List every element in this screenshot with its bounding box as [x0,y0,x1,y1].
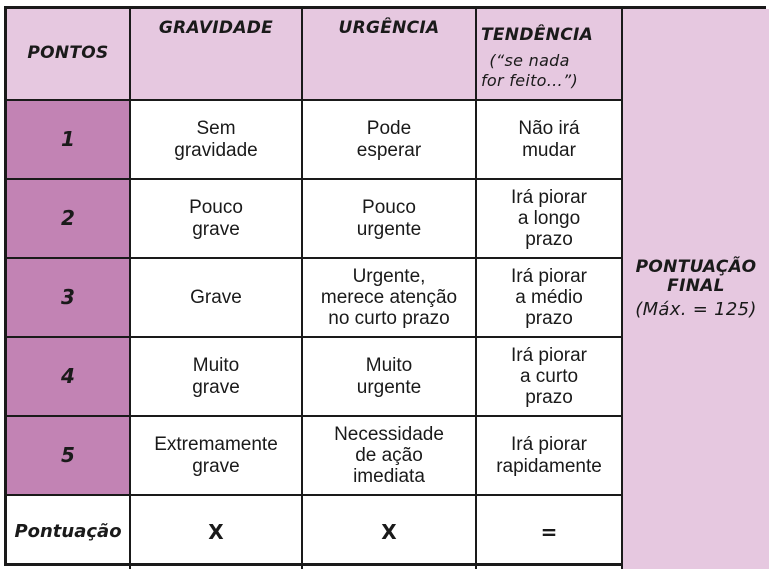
points-cell: 2 [7,180,131,259]
header-tendencia-title: TENDÊNCIA [481,25,594,46]
header-tendencia-subtitle: (“se nada for feito...”) [481,51,579,90]
points-cell: 4 [7,338,131,417]
gut-matrix-table [4,6,766,566]
header-tendencia [477,9,623,101]
final-score-max: (Máx. = 125) [635,298,757,320]
urgencia-cell: Necessidade de ação imediata [303,417,477,496]
tendencia-cell: Não irá mudar [477,101,623,180]
final-score-column [623,9,769,569]
footer-score-label: Pontuação [7,496,131,569]
urgencia-cell: Muito urgente [303,338,477,417]
urgencia-cell: Urgente, merece atenção no curto prazo [303,259,477,338]
tendencia-cell: Irá piorar a longo prazo [477,180,623,259]
header-pontos: PONTOS [7,9,131,101]
multiply-operator: X [303,496,477,569]
gravidade-cell: Grave [131,259,303,338]
header-urgencia: URGÊNCIA [303,9,477,101]
tendencia-cell: Irá piorar a médio prazo [477,259,623,338]
tendencia-cell: Irá piorar a curto prazo [477,338,623,417]
urgencia-cell: Pouco urgente [303,180,477,259]
tendencia-cell: Irá piorar rapidamente [477,417,623,496]
points-cell: 3 [7,259,131,338]
equals-operator: = [477,496,623,569]
points-cell: 5 [7,417,131,496]
points-cell: 1 [7,101,131,180]
gravidade-cell: Extremamente grave [131,417,303,496]
gravidade-cell: Pouco grave [131,180,303,259]
header-gravidade: GRAVIDADE [131,9,303,101]
gravidade-cell: Sem gravidade [131,101,303,180]
multiply-operator: X [131,496,303,569]
urgencia-cell: Pode esperar [303,101,477,180]
final-score-title: PONTUAÇÃO FINAL [635,256,757,296]
gravidade-cell: Muito grave [131,338,303,417]
